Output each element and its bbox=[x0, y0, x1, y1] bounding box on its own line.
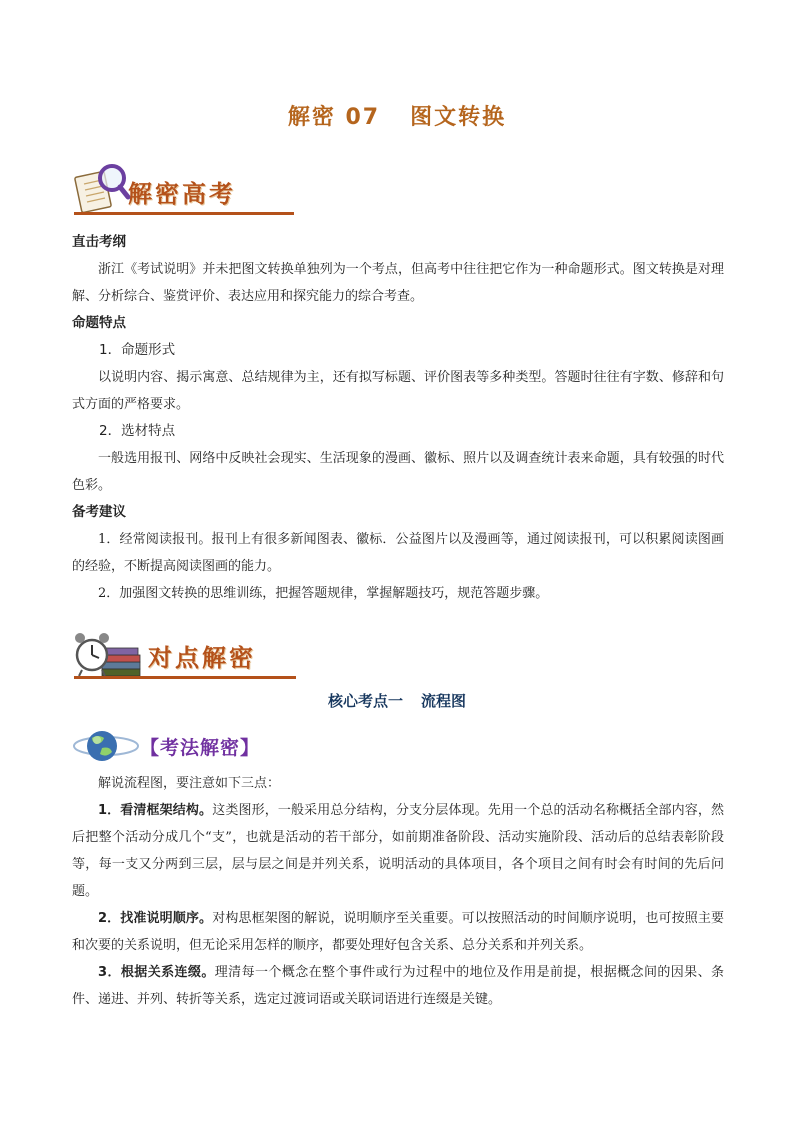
subheading-mingti-xingshi: 1．命题形式 bbox=[99, 342, 176, 358]
paragraph-intro: 解说流程图，要注意如下三点： bbox=[98, 776, 281, 791]
paragraph-material-features: 一般选用报刊、网络中反映社会现实、生活现象的漫画、徽标、照片以及调查统计表来命题，具有较强的时代色彩。 bbox=[72, 451, 724, 493]
item-body: 这类图形，一般采用总分结构，分支分层体现。先用一个总的活动名称概括全部内容，然后把整个活动分成几个“支”，也就是活动的若干部分，如前期准备阶段、活动实施阶段、活动后的总结表彰阶段等，每一支又分两到三层，层与层之间是并列关系，说明活动的具体项目，各个项目之间有时会有时间的先后问题。 bbox=[72, 803, 724, 899]
paragraph-exam-outline: 浙江《考试说明》并未把图文转换单独列为一个考点，但高考中往往把它作为一种命题形式。图文转换是对理解、分析综合、鉴赏评价、表达应用和探究能力的综合考查。 bbox=[72, 262, 724, 304]
banner-divider bbox=[74, 212, 294, 215]
banner-divider bbox=[74, 676, 296, 679]
item-lead: 2．找准说明顺序。 bbox=[98, 911, 213, 926]
section-gaokao bbox=[72, 229, 724, 607]
page-title-main: 解密 07 bbox=[287, 105, 381, 130]
core-topic-title bbox=[0, 690, 794, 711]
alarm-clock-books-icon bbox=[72, 628, 142, 680]
section-method bbox=[72, 770, 724, 1013]
banner-duidian-jiemi bbox=[72, 628, 302, 684]
core-topic-label: 核心考点一 bbox=[327, 692, 403, 710]
heading-zhiji-kaogang: 直击考纲 bbox=[72, 234, 126, 250]
magnifier-notebook-icon bbox=[72, 160, 132, 216]
paragraph-question-form: 以说明内容、揭示寓意、总结规律为主，还有拟写标题、评价图表等多种类型。答题时往往有字数、修辞和句式方面的严格要求。 bbox=[72, 370, 724, 412]
item-lead: 3．根据关系连缀。 bbox=[98, 965, 215, 980]
item-lead: 1．看清框架结构。 bbox=[98, 803, 213, 818]
page-title bbox=[0, 100, 794, 131]
item-body: 理清每一个概念在整个事件或行为过程中的地位及作用是前提，根据概念间的因果、条件、递进、并列、转折等关系，选定过渡词语或关联词语进行连缀是关键。 bbox=[72, 965, 724, 1007]
method-label: 【考法解密】 bbox=[140, 737, 261, 759]
paragraph-advice-2: 2．加强图文转换的思维训练，把握答题规律，掌握解题技巧，规范答题步骤。 bbox=[98, 586, 549, 601]
paragraph-advice-1: 1．经常阅读报刊。报刊上有很多新闻图表、徽标．公益图片以及漫画等，通过阅读报刊，可以积累阅读图画的经验，不断提高阅读图画的能力。 bbox=[72, 532, 724, 574]
subheading-xuancai-tedian: 2．选材特点 bbox=[99, 423, 176, 439]
banner-jiemi-gaokao-label: 解密高考 bbox=[128, 180, 236, 208]
list-item bbox=[72, 797, 724, 905]
heading-mingti-tedian: 命题特点 bbox=[72, 315, 126, 331]
heading-beikao-jianyi: 备考建议 bbox=[72, 504, 126, 520]
list-item bbox=[72, 959, 724, 1013]
banner-duidian-jiemi-label: 对点解密 bbox=[148, 644, 256, 672]
globe-icon bbox=[72, 726, 142, 766]
core-topic-name: 流程图 bbox=[421, 692, 467, 710]
list-item bbox=[72, 905, 724, 959]
item-body: 对构思框架图的解说，说明顺序至关重要。可以按照活动的时间顺序说明，也可按照主要和次要的关系说明，但无论采用怎样的顺序，都要处理好包含关系、总分关系和并列关系。 bbox=[72, 911, 724, 953]
page-title-sub: 图文转换 bbox=[410, 105, 507, 130]
banner-jiemi-gaokao bbox=[72, 160, 302, 220]
